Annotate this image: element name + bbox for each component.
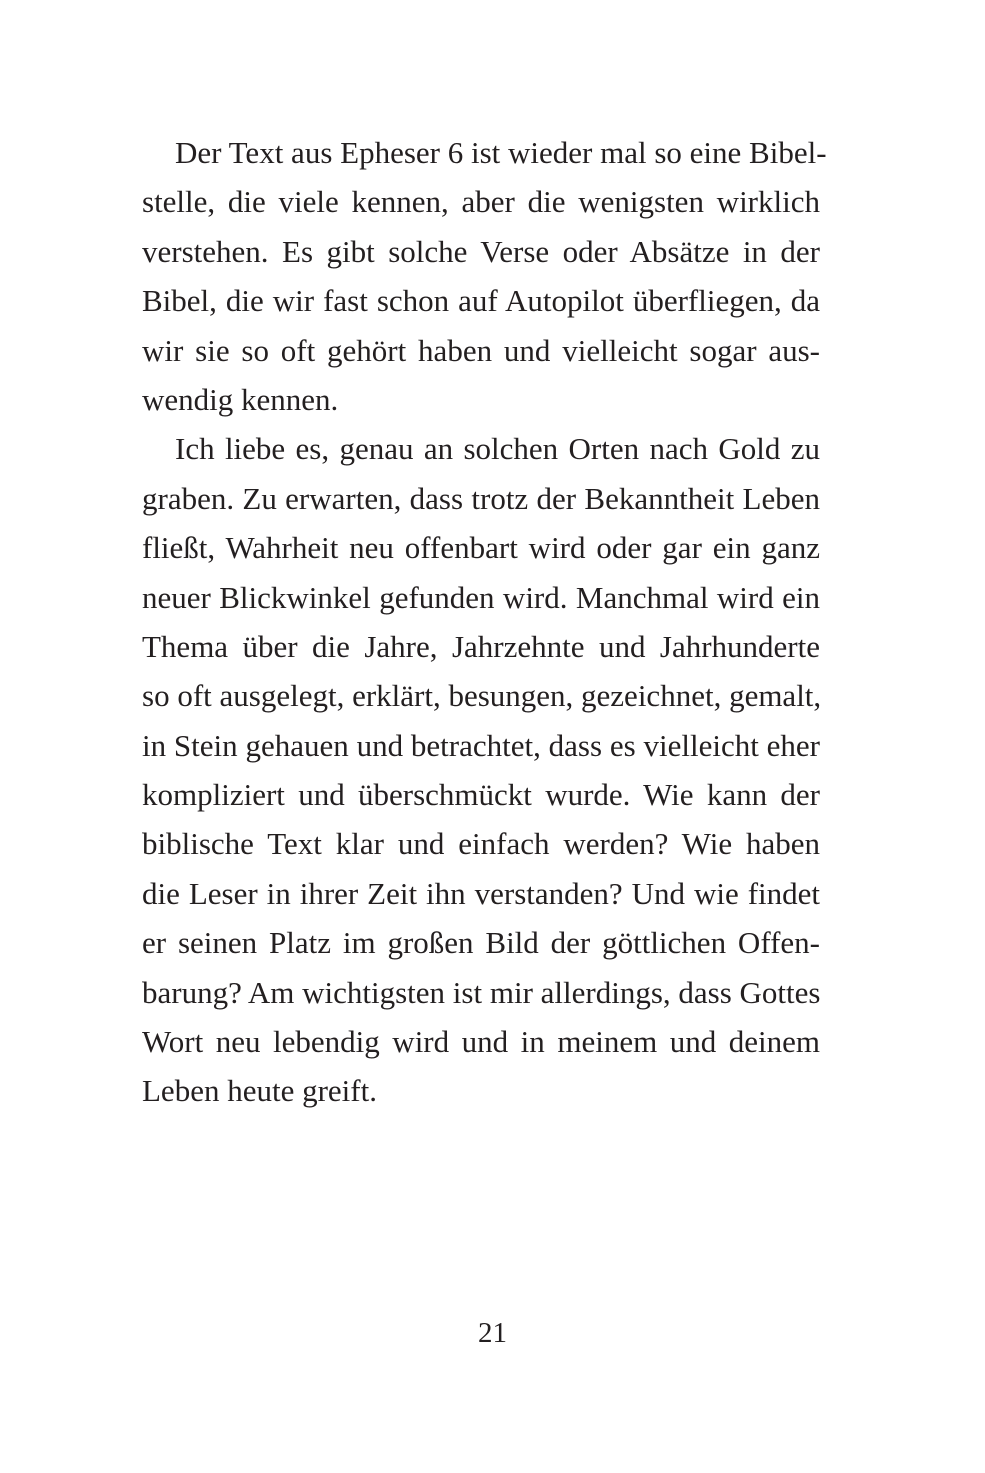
- text-line: Leben heute greift.: [142, 1073, 377, 1109]
- text-line: wir sie so oft gehört haben und vielleicht sogar aus-: [142, 332, 820, 368]
- text-line: Der Text aus Epheser 6 ist wieder mal so eine Bibel-: [175, 135, 827, 170]
- text-line: Thema über die Jahre, Jahrzehnte und Jahrhunderte: [142, 628, 820, 664]
- text-line: verstehen. Es gibt solche Verse oder Absätze in der: [142, 233, 820, 269]
- text-line: so oft ausgelegt, erklärt, besungen, gezeichnet, gemalt,: [142, 678, 822, 714]
- text-line: kompliziert und überschmückt wurde. Wie kann der: [142, 777, 820, 813]
- paragraph-2: [142, 424, 820, 1115]
- text-line: barung? Am wichtigsten ist mir allerdings, dass Gottes: [142, 974, 821, 1010]
- text-line: in Stein gehauen und betrachtet, dass es vielleicht eher: [142, 727, 820, 763]
- text-line: graben. Zu erwarten, dass trotz der Bekanntheit Leben: [142, 480, 820, 516]
- text-line: die Leser in ihrer Zeit ihn verstanden? Und wie findet: [142, 875, 820, 911]
- text-line: neuer Blickwinkel gefunden wird. Manchmal wird ein: [142, 579, 820, 615]
- text-line: Wort neu lebendig wird und in meinem und deinem: [142, 1024, 820, 1060]
- text-line: biblische Text klar und einfach werden? Wie haben: [142, 826, 820, 862]
- text-line: Bibel, die wir fast schon auf Autopilot überfliegen, da: [142, 283, 820, 319]
- text-line: wendig kennen.: [142, 381, 339, 417]
- text-line: er seinen Platz im großen Bild der göttlichen Offen-: [142, 925, 820, 961]
- text-line: Ich liebe es, genau an solchen Orten nach Gold zu: [175, 431, 820, 467]
- page-number: 21: [478, 1317, 507, 1349]
- paragraph-1: [142, 128, 827, 424]
- text-line: stelle, die viele kennen, aber die wenigsten wirklich: [142, 184, 820, 220]
- body-text: [142, 128, 827, 1116]
- text-line: fließt, Wahrheit neu offenbart wird oder gar ein ganz: [142, 530, 820, 566]
